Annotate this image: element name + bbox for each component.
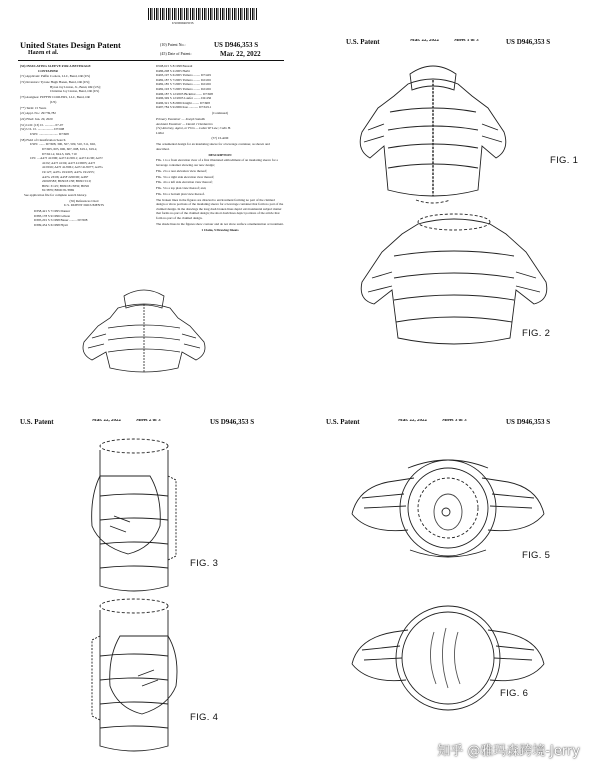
filed: (22) Filed: Jun. 29, 2020 (20, 117, 53, 122)
title-line2: CONTAINER (38, 68, 58, 73)
search-line: A47G 23/06; A45F 2200/00; A45F (42, 174, 89, 179)
continued-note: (Continued) (212, 111, 228, 116)
sheet-header-sheet: Sheet 1 of 3 (454, 39, 479, 43)
claims-count: 1 Claim, 5 Drawing Sheets (201, 227, 239, 232)
inventor-3: Christina Joy Linton, Bend, OR (US) (50, 89, 100, 94)
uspc: USPC ....................... D7/608 (30, 132, 69, 137)
description-line: FIG. 1 is a front elevation view of a first illustrated embodiment of an insulating sleeve for a beverage container showing our new design; (156, 158, 278, 167)
inventor-1: (72) Inventors: Tyrone Hugh Hazen, Bend, OR (US); (20, 80, 91, 85)
figure-3-drawing (70, 436, 200, 596)
sheet-header-left: U.S. Patent (20, 418, 54, 426)
reference-item: D496,187 S 12/2005 Bickmot ....... D7/608 (156, 91, 213, 96)
barcode (148, 8, 258, 20)
description-line: FIG. 3 is a right side elevation view thereof; (156, 174, 215, 179)
reference-item: D482,187 S 7/2005 Yamaro ........ D2/456 (156, 77, 211, 82)
reference-item: D508,615 S 8/1998 Bansalt (156, 64, 193, 68)
reference-item: D399,454 S 6/1998 Hyatt (34, 222, 68, 227)
assignee-2: (US) (50, 99, 57, 104)
front-page-drawing (78, 282, 210, 382)
patent-no-label: (10) Patent No.: (160, 43, 186, 47)
assignee-1: (73) Assignee: PUFFIN COOLERS, LLC, Bend, OR (20, 95, 90, 100)
reference-item: D486,208 S 2/2005 Herbt (156, 68, 191, 73)
figure-label-3: FIG. 3 (190, 558, 219, 569)
barcode-number: US00D946353S (172, 21, 194, 25)
figure-label-6: FIG. 6 (500, 688, 529, 699)
search-line: CPC ... A47J 41/006; A47J 41/0011; A47J 41/00; A47J (30, 156, 103, 161)
claim-heading: (57) CLAIM (211, 136, 229, 141)
figure-label-5: FIG. 5 (522, 550, 551, 561)
appl-no: (21) Appl. No.: 29/739,782 (20, 111, 56, 116)
reference-item: D383,178 S 9/1996 Gibson (34, 213, 71, 218)
description-line: The shade lines in the figures show contour and do not show surface ornamentation or treatment. (156, 221, 284, 226)
figure-4-drawing (70, 596, 200, 761)
search-line: 41/0016; A47J 41/0061; A47J 41/0077; A47G (42, 165, 103, 170)
figure-1-drawing (348, 50, 518, 210)
term: (**) Term: 15 Years (20, 105, 47, 110)
patent-front-page (0, 0, 300, 400)
date-label: (45) Date of Patent: (160, 52, 192, 56)
examiner-line: (74) Attorney, Agent, or Firm — Labor IP Law; Colin H. (156, 126, 232, 131)
title-line1: (54) INSULATING SLEEVE FOR A BEVERAGE (20, 64, 91, 68)
us-docs-heading: U.S. PATENT DOCUMENTS (64, 203, 104, 208)
drawing-sheet-3 (300, 400, 600, 769)
reference-item: D496,349 S 12/2005 Laufer ........ D2/456 (156, 96, 212, 101)
sheet-header-number: US D946,353 S (506, 38, 551, 46)
description-line: FIG. 6 is a bottom plan view thereof. (156, 191, 205, 196)
patent-country: United States Design Patent (20, 40, 121, 50)
search-line: D7/621.2, 624.3, 629, 710 (42, 151, 77, 156)
search-line: B65C 3/125; B65D 81/3832; B65D (42, 183, 89, 188)
right-column (156, 64, 284, 233)
search-line: D7/605, 605, 606, 607, 608, 619.1, 619.2, (42, 147, 98, 151)
inventor-short: Hazen et al. (28, 50, 59, 56)
drawing-sheet-2 (0, 400, 300, 769)
description-line: FIG. 5 is a top plan view thereof; and, (156, 186, 207, 191)
figure-label-1: FIG. 1 (550, 155, 579, 166)
figure-label-2: FIG. 2 (522, 328, 551, 339)
header-rule (18, 60, 284, 61)
loc-class: (51) LOC (13) Cl. ............ 07-07 (20, 122, 64, 127)
drawing-sheet-1 (300, 0, 600, 400)
inventor-2: Byron Jay Linton, Jr., Bend, OR (US); (50, 84, 101, 89)
sheet-header-date: Mar. 22, 2022 (92, 419, 121, 423)
field-search-heading: (58) Field of Classification Search (20, 137, 66, 142)
search-line: See application file for complete search history. (24, 192, 87, 197)
patent-number: US D946,353 S (214, 41, 259, 49)
figure-6-drawing (348, 584, 548, 734)
reference-item: D482,193 S 7/2005 Yamaro ........ D2/456 (156, 86, 211, 91)
examiner-line: Lilbut (156, 130, 164, 135)
sheet-header-sheet: Sheet 2 of 3 (136, 419, 161, 423)
sheet-header-date: Mar. 22, 2022 (398, 419, 427, 423)
sheet-header-number: US D946,353 S (506, 418, 551, 426)
figure-label-4: FIG. 4 (190, 712, 219, 723)
sheet-header-left: U.S. Patent (346, 38, 380, 46)
us-class: (52) U.S. Cl. ................... D7/608 (20, 127, 65, 132)
examiner-line: Assistant Examiner — Daniel J Dunbarton (156, 121, 213, 126)
reference-item: D358,421 S 7/1995 Danzer (34, 209, 71, 214)
date-of-patent: Mar. 22, 2022 (220, 50, 261, 58)
sheet-header-sheet: Sheet 3 of 3 (442, 419, 467, 423)
description-line: FIG. 2 is a rear elevation view thereof; (156, 168, 208, 173)
search-line: 19/127; A47G 19/2205; A47G 19/2255; (42, 169, 95, 174)
sheet-header-number: US D946,353 S (210, 418, 255, 426)
search-line: 2200/0583; B65D 81/38; B65D 5/10; (42, 179, 92, 184)
claim-text: The ornamental design for an insulating sleeve for a beverage container, as shown and described. (156, 142, 270, 151)
search-line: USPC ....... D7/608, 300, 507, 509, 510, 511, 602, (30, 142, 96, 147)
sheet-header-left: U.S. Patent (326, 418, 360, 426)
reference-item: D482,185 S 7/2005 Yamaro ........ D2/456 (156, 82, 211, 87)
reference-item: D496,321 S 8/2006 Knight ........ D7/608 (156, 100, 210, 105)
refs-heading: (56) References Cited (69, 198, 99, 203)
reference-item: D497,784 S 9/2006 Kuo ........... D7/619.1 (156, 105, 212, 110)
description-line: The broken lines in the figures are directed to environment forming no part of the claimed design or show portions of the insulating sleeve for a beverage container that form no part of the claimed design. In the drawings the long dash broken lines depict environmental subject matter that forms no part of the claimed design; the short dash lines depict portions of the article that form no part of the claimed design. (156, 197, 284, 221)
sheet-header-date: Mar. 22, 2022 (410, 39, 439, 43)
description-line: FIG. 4 is a left side elevation view thereof; (156, 180, 213, 185)
examiner-line: Primary Examiner — Joseph Sokolik (156, 116, 205, 121)
applicant: (71) Applicant: Puffin Coolers, LLC, Bend, OR (US) (20, 74, 91, 79)
reference-item: D395,201 S 5/1998 Bauer ......... D7/608 (34, 218, 88, 223)
search-line: 81/3879; B65D 81/3869 (42, 188, 75, 193)
search-line: 41/02; A47J 41/04; A47J 41/0005; A47J (42, 160, 96, 165)
description-heading: DESCRIPTION (208, 152, 232, 157)
left-column (20, 64, 148, 229)
figure-5-drawing (348, 438, 551, 568)
watermark-text: 知乎 @雅玛森跨境-Jerry (437, 744, 580, 759)
reference-item: D493,197 S 6/2005 Yamaro ........ D7/429 (156, 73, 211, 78)
